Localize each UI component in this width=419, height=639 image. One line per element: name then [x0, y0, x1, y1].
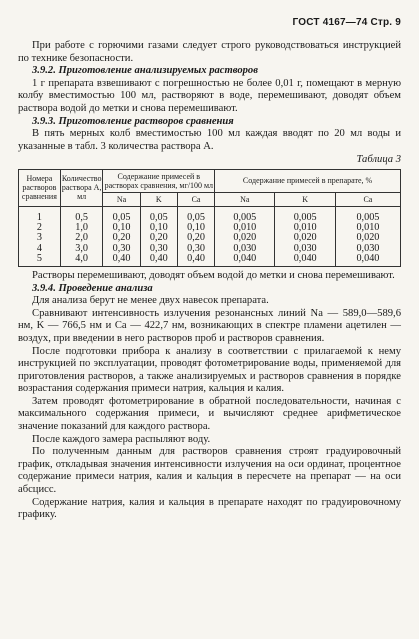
table-row [19, 206, 401, 223]
col-header-na: Na [215, 192, 275, 206]
cell-quantity: 1,0 [60, 223, 103, 233]
cell-prep-na: 0,040 [215, 254, 275, 267]
cell-sol-k: 0,40 [140, 254, 177, 267]
cell-sol-ca: 0,30 [177, 244, 214, 254]
cell-number: 2 [19, 223, 61, 233]
cell-sol-na: 0,40 [103, 254, 140, 267]
cell-sol-k: 0,10 [140, 223, 177, 233]
cell-quantity: 4,0 [60, 254, 103, 267]
table-caption: Таблица 3 [356, 154, 401, 166]
col-group-solutions: Содержание примесей в растворах сравнения, мг/100 мл [103, 169, 215, 192]
col-header-na: Na [103, 192, 140, 206]
paragraph-reverse: Затем проводят фотометрирование в обратной последовательности, начиная с максимального содержания примеси, и вычисляют среднее арифметическое значение показаний для каждого раствора. [18, 395, 401, 433]
cell-prep-k: 0,020 [275, 233, 335, 243]
cell-number: 5 [19, 254, 61, 267]
section-heading-3-9-2 [18, 65, 401, 78]
cell-sol-ca: 0,05 [177, 206, 214, 223]
paragraph-reference-prep: В пять мерных колб вместимостью 100 мл каждая вводят по 20 мл воды и указанные в табл. 3 количества раствора А. [18, 128, 401, 152]
section-heading-3-9-4 [18, 283, 401, 296]
col-header-number: Номера растворов сравнения [19, 169, 61, 206]
cell-prep-ca: 0,010 [335, 223, 400, 233]
paragraph-sample-prep: 1 г препарата взвешивают с погрешностью не более 0,01 г, помещают в мерную колбу вместимостью 100 мл, растворяют в воде, перемешивают, доводят объем раствора водой до метки и снова перемешивают. [18, 77, 401, 114]
reference-solutions-table [18, 169, 401, 267]
cell-sol-na: 0,20 [103, 233, 140, 243]
cell-sol-k: 0,30 [140, 244, 177, 254]
paragraph-photometry: После подготовки прибора к анализу в соответствии с прилагаемой к нему инструкцией по эксплуатации, проводят фотометрирование воды, применяемой для приготовления растворов, а также анализируемых и растворов сравнения в порядке возрастания содержания примеси натрия, кальция и калия. [18, 345, 401, 395]
cell-quantity: 3,0 [60, 244, 103, 254]
heading-text: 3.9.2. Приготовление анализируемых растворов [32, 65, 258, 77]
cell-sol-k: 0,05 [140, 206, 177, 223]
heading-text: 3.9.4. Проведение анализа [32, 282, 153, 294]
col-header-quantity: Количество раствора А, мл [60, 169, 103, 206]
cell-quantity: 0,5 [60, 206, 103, 223]
table-body [19, 206, 401, 266]
paragraph-weighings: Для анализа берут не менее двух навесок препарата. [32, 295, 269, 307]
paragraph-lines: Сравнивают интенсивность излучения резонансных линий Na — 589,0—589,6 нм, K — 766,5 нм и Ca — 422,7 нм, возникающих в спектре пламени ацетилен — воздух, при введении в него растворов проб и растворов сравнения. [18, 307, 401, 344]
cell-prep-na: 0,030 [215, 244, 275, 254]
paragraph-result: Содержание натрия, калия и кальция в препарате находят по градуировочному графику. [18, 496, 401, 521]
cell-prep-ca: 0,030 [335, 244, 400, 254]
cell-sol-ca: 0,10 [177, 223, 214, 233]
cell-prep-ca: 0,020 [335, 233, 400, 243]
paragraph-safety: При работе с горючими газами следует строго руководствоваться инструкцией по технике безопасности. [18, 40, 401, 64]
cell-number: 3 [19, 233, 61, 243]
paragraph-mix: Растворы перемешивают, доводят объем водой до метки и снова перемешивают. [32, 269, 395, 281]
page-header: ГОСТ 4167—74 Стр. 9 [292, 17, 401, 28]
cell-prep-k: 0,005 [275, 206, 335, 223]
cell-quantity: 2,0 [60, 233, 103, 243]
heading-text: 3.9.3. Приготовление растворов сравнения [32, 115, 234, 127]
cell-sol-na: 0,10 [103, 223, 140, 233]
cell-sol-ca: 0,20 [177, 233, 214, 243]
cell-prep-na: 0,020 [215, 233, 275, 243]
col-header-ca: Ca [177, 192, 214, 206]
table-row [19, 254, 401, 267]
cell-prep-ca: 0,005 [335, 206, 400, 223]
cell-sol-k: 0,20 [140, 233, 177, 243]
cell-sol-ca: 0,40 [177, 254, 214, 267]
cell-prep-k: 0,040 [275, 254, 335, 267]
col-header-k: K [140, 192, 177, 206]
cell-number: 4 [19, 244, 61, 254]
section-heading-3-9-3 [18, 116, 401, 129]
cell-sol-na: 0,30 [103, 244, 140, 254]
document-body [18, 40, 401, 522]
col-group-preparation: Содержание примесей в препарате, % [215, 169, 401, 192]
col-header-k: K [275, 192, 335, 206]
paragraph-calibration: По полученным данным для растворов сравнения строят градуировочный график, откладывая значения интенсивности излучения на оси ординат, процентное содержание примеси натрия, калия и кальция в пересчете на препарат — на оси абсцисс. [18, 446, 401, 496]
col-header-ca: Ca [335, 192, 400, 206]
cell-prep-ca: 0,040 [335, 254, 400, 267]
cell-prep-na: 0,010 [215, 223, 275, 233]
cell-number: 1 [19, 206, 61, 223]
paragraph-spray-water: После каждого замера распыляют воду. [32, 433, 211, 445]
cell-sol-na: 0,05 [103, 206, 140, 223]
cell-prep-k: 0,030 [275, 244, 335, 254]
cell-prep-k: 0,010 [275, 223, 335, 233]
cell-prep-na: 0,005 [215, 206, 275, 223]
